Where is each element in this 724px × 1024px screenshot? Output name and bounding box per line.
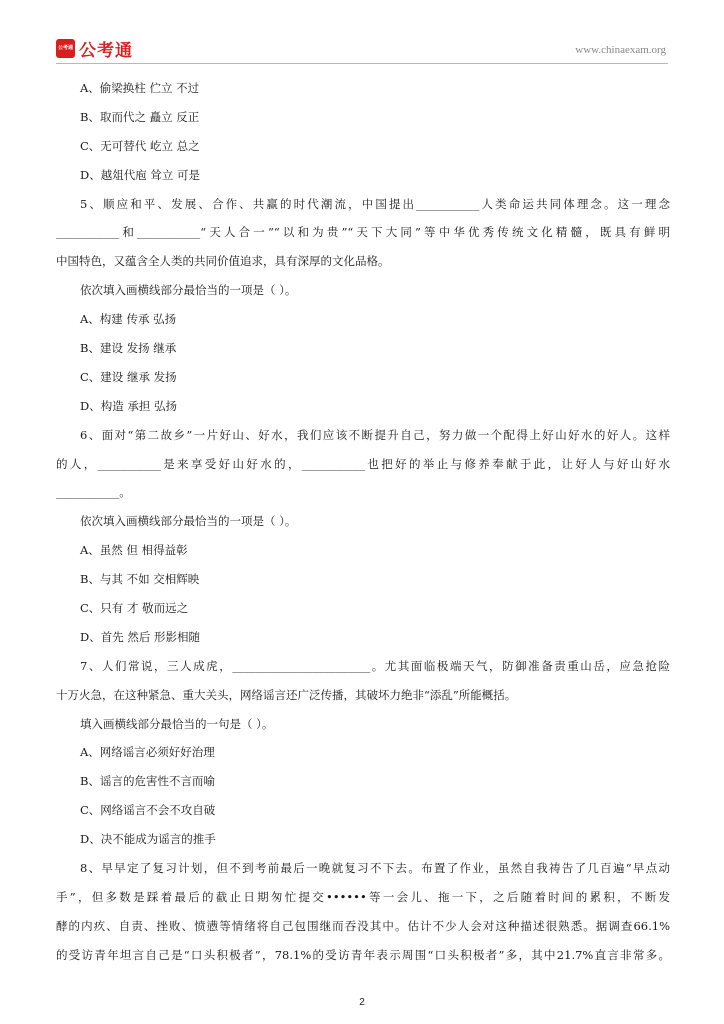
q6-stem-line-2: 的人，___________是来享受好山好水的，___________也把好的举止与修养奉献于此，让好人与好山好水 <box>56 456 670 471</box>
q7-option-d: D、决不能成为谣言的推手 <box>80 832 216 847</box>
q4-option-d: D、越俎代庖 耸立 可是 <box>80 167 201 182</box>
q4-option-c: C、无可替代 屹立 总之 <box>80 138 200 153</box>
site-url: www.chinaexam.org <box>575 44 666 56</box>
q5-option-b: B、建设 发扬 继承 <box>80 341 177 356</box>
logo-icon: 公考通 <box>56 39 75 58</box>
q5-option-d: D、构造 承担 弘扬 <box>80 398 178 413</box>
q6-prompt: 依次填入画横线部分最恰当的一项是（ ）。 <box>80 514 297 529</box>
header-divider <box>56 63 668 64</box>
q5-prompt: 依次填入画横线部分最恰当的一项是（ ）。 <box>80 283 297 298</box>
q6-option-c: C、只有 才 敬而远之 <box>80 601 189 616</box>
q5-option-c: C、建设 继承 发扬 <box>80 369 177 384</box>
q7-option-b: B、谣言的危害性不言而喻 <box>80 774 215 789</box>
q4-option-b: B、取而代之 矗立 反正 <box>80 109 200 124</box>
q8-stem-line-4: 的受访青年坦言自己是“口头积极者”，78.1%的受访青年表示周围“口头积极者”多，其中21.7%直言非常多。 <box>56 947 670 962</box>
q7-option-c: C、网络谣言不会不攻自破 <box>80 803 216 818</box>
q7-option-a: A、网络谣言必须好好治理 <box>80 745 215 760</box>
q6-option-b: B、与其 不如 交相辉映 <box>80 572 200 587</box>
logo-text: 公考通 <box>79 41 133 61</box>
q6-stem-line-1: 6、面对“第二故乡”一片好山、好水，我们应该不断提升自己，努力做一个配得上好山好水的好人。这样 <box>80 427 670 442</box>
q5-stem-line-2: ___________和___________“天人合一”“以和为贵”“天下大同”等中华优秀传统文化精髓，既具有鲜明 <box>56 225 670 240</box>
q5-option-a: A、构建 传承 弘扬 <box>80 312 177 327</box>
q7-stem-line-1: 7、人们常说，三人成虎，________________________。尤其面临极端天气，防御准备责重山岳，应急抢险 <box>80 658 670 673</box>
q6-option-a: A、虽然 但 相得益彰 <box>80 543 188 558</box>
logo <box>56 36 133 61</box>
q7-stem-line-2: 十万火急，在这种紧急、重大关头，网络谣言还广泛传播，其破坏力绝非“添乱”所能概括。 <box>56 687 517 702</box>
q6-option-d: D、首先 然后 形影相随 <box>80 629 201 644</box>
document-body <box>56 74 670 970</box>
q8-stem-line-2: 手”，但多数是踩着最后的截止日期匆忙提交••••••等一会儿、拖一下，之后随着时间的累积，不断发 <box>56 889 670 904</box>
q6-stem-line-3: ___________。 <box>56 485 131 500</box>
q5-stem-line-1: 5、顺应和平、发展、合作、共赢的时代潮流，中国提出___________人类命运共同体理念。这一理念 <box>80 196 670 211</box>
page-number: 2 <box>359 997 365 1008</box>
q8-stem-line-1: 8、早早定了复习计划，但不到考前最后一晚就复习不下去。布置了作业，虽然自我祷告了几百遍“早点动 <box>80 861 670 876</box>
page-header <box>56 30 668 64</box>
q7-prompt: 填入画横线部分最恰当的一句是（ ）。 <box>80 716 274 731</box>
q5-stem-line-3: 中国特色，又蕴含全人类的共同价值追求，具有深厚的文化品格。 <box>56 254 390 269</box>
q4-option-a: A、偷梁换柱 伫立 不过 <box>80 81 200 95</box>
q8-stem-line-3: 酵的内疚、自责、挫败、愤懑等情绪将自己包围继而吞没其中。估计不少人会对这种描述很熟悉。据调查66.1% <box>56 918 670 933</box>
